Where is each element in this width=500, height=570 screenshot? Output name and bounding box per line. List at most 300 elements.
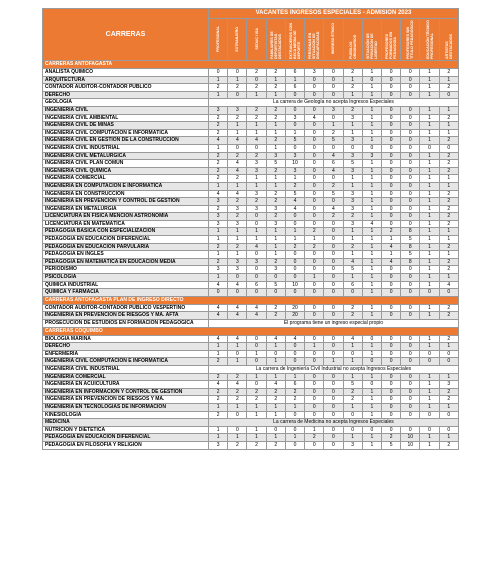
vacancy-count: 10 xyxy=(285,160,304,168)
vacancy-count: 3 xyxy=(343,137,362,145)
vacancy-count: 2 xyxy=(439,312,458,320)
vacancy-count: 0 xyxy=(285,289,304,297)
vacancy-count: 0 xyxy=(401,426,420,434)
admission-table-container xyxy=(42,8,458,450)
table-row xyxy=(43,419,459,427)
vacancy-count: 2 xyxy=(247,84,266,92)
vacancy-count: 0 xyxy=(305,144,324,152)
vacancy-count: 1 xyxy=(362,69,381,77)
vacancy-count: 3 xyxy=(209,198,228,206)
vacancy-count: 2 xyxy=(285,388,304,396)
career-name: INGENIERÍA CIVIL INDUSTRIAL xyxy=(43,144,209,152)
vacancy-count: 2 xyxy=(266,167,285,175)
vacancy-count: 2 xyxy=(439,213,458,221)
row-note: La carrera de Medicina no acepta Ingresos Especiales xyxy=(209,419,459,427)
vacancy-count: 0 xyxy=(266,289,285,297)
table-row xyxy=(43,106,459,114)
vacancy-count: 2 xyxy=(266,441,285,449)
vacancy-count: 0 xyxy=(381,358,400,366)
column-header-label: PROFESORES FORMADOS EN PEDAGOGÍA xyxy=(385,32,398,59)
vacancy-count: 1 xyxy=(209,91,228,99)
vacancy-count: 0 xyxy=(439,91,458,99)
vacancy-count: 0 xyxy=(401,91,420,99)
vacancy-count: 2 xyxy=(247,388,266,396)
vacancy-count: 1 xyxy=(362,258,381,266)
vacancy-count: 1 xyxy=(343,129,362,137)
table-row xyxy=(43,99,459,107)
vacancy-count: 2 xyxy=(439,137,458,145)
vacancy-count: 0 xyxy=(305,205,324,213)
vacancy-count: 0 xyxy=(439,426,458,434)
vacancy-count: 0 xyxy=(381,106,400,114)
vacancy-count: 1 xyxy=(420,281,439,289)
career-name: ENFERMERÍA xyxy=(43,350,209,358)
vacancy-count: 1 xyxy=(439,76,458,84)
vacancy-count: 0 xyxy=(305,388,324,396)
vacancy-count: 0 xyxy=(305,266,324,274)
vacancy-count: 0 xyxy=(324,403,343,411)
vacancy-count: 0 xyxy=(324,411,343,419)
vacancy-count: 0 xyxy=(439,144,458,152)
vacancy-count: 4 xyxy=(305,114,324,122)
vacancy-count: 2 xyxy=(209,122,228,130)
vacancy-count: 0 xyxy=(381,152,400,160)
vacancy-count: 0 xyxy=(420,411,439,419)
vacancy-count: 1 xyxy=(209,236,228,244)
vacancy-count: 4 xyxy=(266,381,285,389)
career-name: INGENIERÍA CIVIL xyxy=(43,106,209,114)
table-row xyxy=(43,396,459,404)
vacancy-count: 2 xyxy=(209,243,228,251)
table-row xyxy=(43,122,459,130)
vacancy-count: 0 xyxy=(381,220,400,228)
vacancy-count: 2 xyxy=(305,228,324,236)
vacancy-count: 1 xyxy=(266,129,285,137)
vacancy-count: 2 xyxy=(439,84,458,92)
vacancy-count: 0 xyxy=(324,434,343,442)
vacancy-count: 1 xyxy=(362,304,381,312)
column-header xyxy=(247,19,266,61)
vacancy-count: 0 xyxy=(420,350,439,358)
table-row xyxy=(43,381,459,389)
vacancy-count: 0 xyxy=(381,76,400,84)
vacancy-count: 1 xyxy=(420,373,439,381)
vacancy-count: 1 xyxy=(362,182,381,190)
career-name: INGENIERÍA CIVIL AMBIENTAL xyxy=(43,114,209,122)
vacancy-count: 1 xyxy=(324,122,343,130)
table-row xyxy=(43,137,459,145)
vacancy-count: 0 xyxy=(381,205,400,213)
career-name: PEDAGOGÍA EN INGLÉS xyxy=(43,251,209,259)
vacancy-count: 1 xyxy=(420,343,439,351)
column-header xyxy=(401,19,420,61)
vacancy-count: 8 xyxy=(401,228,420,236)
vacancy-count: 2 xyxy=(247,114,266,122)
vacancy-count: 0 xyxy=(381,388,400,396)
vacancy-count: 1 xyxy=(439,236,458,244)
vacancy-count: 0 xyxy=(324,198,343,206)
vacancy-count: 1 xyxy=(343,91,362,99)
vacancy-count: 0 xyxy=(362,426,381,434)
column-header-label: EXTRANJEROS CON BECA MEDIA DE DEPORTE xyxy=(288,23,301,59)
table-row xyxy=(43,441,459,449)
vacancy-count: 5 xyxy=(343,160,362,168)
vacancy-count: 0 xyxy=(381,289,400,297)
vacancy-count: 0 xyxy=(247,274,266,282)
vacancy-count: 0 xyxy=(285,343,304,351)
vacancy-count: 2 xyxy=(209,258,228,266)
vacancy-count: 0 xyxy=(285,274,304,282)
vacancy-count: 1 xyxy=(343,358,362,366)
vacancy-count: 2 xyxy=(209,160,228,168)
table-row xyxy=(43,167,459,175)
career-name: ARQUITECTURA xyxy=(43,76,209,84)
vacancy-count: 2 xyxy=(439,243,458,251)
column-header xyxy=(381,19,400,61)
vacancy-count: 1 xyxy=(362,213,381,221)
vacancy-count: 0 xyxy=(305,304,324,312)
table-row xyxy=(43,144,459,152)
vacancy-count: 2 xyxy=(266,213,285,221)
vacancy-count: 0 xyxy=(324,350,343,358)
vacancy-count: 4 xyxy=(343,258,362,266)
vacancy-count: 0 xyxy=(401,335,420,343)
vacancy-count: 0 xyxy=(305,167,324,175)
vacancy-count: 0 xyxy=(266,350,285,358)
career-name: INGENIERÍA EN TECNOLOGÍAS DE INFORMACIÓN xyxy=(43,403,209,411)
vacancy-count: 0 xyxy=(381,403,400,411)
column-header xyxy=(228,19,247,61)
vacancy-count: 1 xyxy=(247,350,266,358)
vacancy-count: 3 xyxy=(439,381,458,389)
vacancy-count: 1 xyxy=(420,258,439,266)
vacancy-count: 6 xyxy=(247,281,266,289)
vacancy-count: 4 xyxy=(324,152,343,160)
vacancy-count: 2 xyxy=(439,258,458,266)
vacancy-count: 0 xyxy=(324,388,343,396)
vacancy-count: 4 xyxy=(209,381,228,389)
vacancy-count: 1 xyxy=(266,373,285,381)
column-header-label: EXTRANJERO xyxy=(235,26,240,52)
vacancy-count: 1 xyxy=(285,403,304,411)
vacancy-count: 1 xyxy=(362,388,381,396)
vacancy-count: 3 xyxy=(343,198,362,206)
career-name: BIOLOGÍA MARINA xyxy=(43,335,209,343)
vacancy-count: 0 xyxy=(305,152,324,160)
vacancy-count: 1 xyxy=(362,266,381,274)
vacancy-count: 2 xyxy=(439,266,458,274)
vacancy-count: 0 xyxy=(305,182,324,190)
career-name: PROSECUCIÓN DE ESTUDIOS EN FORMACIÓN PEDAGÓGICA xyxy=(43,320,209,328)
vacancy-count: 5 xyxy=(343,381,362,389)
vacancy-count: 0 xyxy=(324,228,343,236)
column-header xyxy=(439,19,458,61)
vacancy-count: 2 xyxy=(439,205,458,213)
vacancy-count: 1 xyxy=(420,91,439,99)
row-note: La carrera de Ingeniería Civil Industrial no acepta Ingresos Especiales xyxy=(209,365,459,373)
vacancy-count: 0 xyxy=(439,289,458,297)
vacancy-count: 1 xyxy=(420,434,439,442)
vacancy-count: 0 xyxy=(401,403,420,411)
vacancy-count: 2 xyxy=(266,137,285,145)
table-row xyxy=(43,289,459,297)
vacancy-count: 1 xyxy=(362,243,381,251)
vacancy-count: 0 xyxy=(381,91,400,99)
vacancy-count: 20 xyxy=(285,304,304,312)
vacancy-count: 2 xyxy=(247,396,266,404)
vacancy-count: 4 xyxy=(209,281,228,289)
vacancy-count: 0 xyxy=(324,312,343,320)
vacancy-count: 1 xyxy=(420,205,439,213)
career-name: PEDAGOGÍA EN EDUCACIÓN PARVULARIA xyxy=(43,243,209,251)
vacancy-count: 0 xyxy=(381,426,400,434)
vacancy-count: 4 xyxy=(209,304,228,312)
vacancy-count: 2 xyxy=(266,114,285,122)
vacancy-count: 0 xyxy=(362,335,381,343)
vacancy-count: 2 xyxy=(285,396,304,404)
vacancy-count: 0 xyxy=(439,350,458,358)
vacancy-count: 1 xyxy=(343,403,362,411)
vacancy-count: 3 xyxy=(343,152,362,160)
vacancy-count: 1 xyxy=(420,152,439,160)
vacancy-count: 1 xyxy=(362,312,381,320)
vacancy-count: 2 xyxy=(266,304,285,312)
vacancy-count: 10 xyxy=(401,434,420,442)
vacancy-count: 0 xyxy=(381,411,400,419)
vacancy-count: 2 xyxy=(209,396,228,404)
career-name: INGENIERÍA CIVIL COMPUTACIÓN E INFORMÁTICA xyxy=(43,129,209,137)
vacancy-count: 8 xyxy=(401,243,420,251)
column-header xyxy=(305,19,324,61)
vacancy-count: 4 xyxy=(381,258,400,266)
vacancy-count: 0 xyxy=(228,350,247,358)
career-name: INGENIERÍA CIVIL METALÚRGICA xyxy=(43,152,209,160)
vacancy-count: 1 xyxy=(362,403,381,411)
table-row xyxy=(43,373,459,381)
vacancy-count: 0 xyxy=(381,381,400,389)
vacancy-count: 2 xyxy=(247,106,266,114)
vacancy-count: 2 xyxy=(439,335,458,343)
table-row xyxy=(43,434,459,442)
career-name: INGENIERÍA EN PREVENCIÓN DE RIESGOS Y MA. xyxy=(43,396,209,404)
vacancy-count: 0 xyxy=(324,76,343,84)
vacancy-count: 2 xyxy=(343,388,362,396)
vacancy-count: 2 xyxy=(381,228,400,236)
vacancy-count: 2 xyxy=(209,205,228,213)
vacancy-count: 0 xyxy=(285,122,304,130)
vacancy-count: 1 xyxy=(362,373,381,381)
vacancy-count: 1 xyxy=(209,182,228,190)
vacancy-count: 1 xyxy=(343,122,362,130)
vacancy-count: 0 xyxy=(401,160,420,168)
vacancy-count: 0 xyxy=(401,396,420,404)
vacancy-count: 0 xyxy=(362,358,381,366)
vacancy-count: 0 xyxy=(401,190,420,198)
vacancy-count: 0 xyxy=(401,106,420,114)
vacancy-count: 4 xyxy=(228,312,247,320)
vacancy-count: 0 xyxy=(305,312,324,320)
vacancy-count: 0 xyxy=(285,258,304,266)
vacancy-count: 2 xyxy=(439,69,458,77)
vacancy-count: 0 xyxy=(324,335,343,343)
vacancy-count: 0 xyxy=(381,266,400,274)
vacancy-count: 1 xyxy=(362,236,381,244)
vacancy-count: 0 xyxy=(381,144,400,152)
vacancy-count: 0 xyxy=(343,411,362,419)
vacancy-count: 1 xyxy=(439,106,458,114)
vacancy-count: 2 xyxy=(439,304,458,312)
vacancy-count: 0 xyxy=(247,213,266,221)
vacancy-count: 10 xyxy=(285,281,304,289)
vacancy-count: 1 xyxy=(266,236,285,244)
vacancy-count: 1 xyxy=(247,373,266,381)
vacancy-count: 2 xyxy=(228,198,247,206)
vacancy-count: 1 xyxy=(420,198,439,206)
vacancy-count: 1 xyxy=(209,274,228,282)
career-name: MEDICINA xyxy=(43,419,209,427)
vacancy-count: 2 xyxy=(439,167,458,175)
vacancy-count: 1 xyxy=(266,403,285,411)
vacancy-count: 5 xyxy=(266,160,285,168)
career-name: INGENIERÍA CIVIL PLAN COMÚN xyxy=(43,160,209,168)
vacancy-count: 1 xyxy=(439,175,458,183)
vacancy-count: 0 xyxy=(381,182,400,190)
column-header xyxy=(209,19,228,61)
vacancy-count: 0 xyxy=(305,441,324,449)
vacancy-count: 1 xyxy=(209,343,228,351)
vacancy-count: 3 xyxy=(324,106,343,114)
vacancies-table xyxy=(42,8,459,450)
vacancy-count: 3 xyxy=(228,106,247,114)
vacancy-count: 5 xyxy=(401,236,420,244)
vacancy-count: 0 xyxy=(362,144,381,152)
vacancy-count: 0 xyxy=(324,266,343,274)
table-row xyxy=(43,343,459,351)
vacancy-count: 2 xyxy=(285,182,304,190)
carreras-header: CARRERAS xyxy=(43,9,209,61)
vacancy-count: 2 xyxy=(228,114,247,122)
vacancy-count: 2 xyxy=(209,358,228,366)
vacancy-count: 1 xyxy=(439,343,458,351)
vacancy-count: 4 xyxy=(439,281,458,289)
career-name: QUÍMICA INDUSTRIAL xyxy=(43,281,209,289)
vacancy-count: 0 xyxy=(381,114,400,122)
vacancy-count: 0 xyxy=(305,84,324,92)
vacancy-count: 1 xyxy=(247,236,266,244)
vacancy-count: 1 xyxy=(420,441,439,449)
vacancy-count: 0 xyxy=(305,335,324,343)
vacancy-count: 0 xyxy=(285,441,304,449)
vacancy-count: 1 xyxy=(285,236,304,244)
vacancy-count: 1 xyxy=(362,411,381,419)
vacancy-count: 1 xyxy=(228,129,247,137)
row-note: El programa tiene un ingreso especial propio xyxy=(209,320,459,328)
vacancy-count: 2 xyxy=(247,441,266,449)
column-header-label: SEDUC / ISA xyxy=(254,28,259,50)
career-name: INGENIERÍA CIVIL COMPUTACIÓN E INFORMÁTICA xyxy=(43,358,209,366)
vacancy-count: 1 xyxy=(285,175,304,183)
vacancy-count: 6 xyxy=(285,69,304,77)
vacancy-count: 0 xyxy=(305,213,324,221)
table-row xyxy=(43,365,459,373)
vacancy-count: 0 xyxy=(420,426,439,434)
vacancy-count: 0 xyxy=(401,350,420,358)
vacancy-count: 2 xyxy=(324,213,343,221)
vacancy-count: 1 xyxy=(343,434,362,442)
table-row xyxy=(43,258,459,266)
vacancy-count: 1 xyxy=(343,76,362,84)
vacancy-count: 5 xyxy=(401,251,420,259)
vacancy-count: 1 xyxy=(381,236,400,244)
vacancy-count: 3 xyxy=(343,190,362,198)
vacancy-count: 1 xyxy=(305,426,324,434)
career-name: NUTRICIÓN Y DIETÉTICA xyxy=(43,426,209,434)
vacancy-count: 2 xyxy=(228,388,247,396)
vacancy-count: 2 xyxy=(266,190,285,198)
vacancy-count: 2 xyxy=(228,396,247,404)
section-header-row xyxy=(43,296,459,304)
vacancy-count: 4 xyxy=(381,243,400,251)
vacancy-count: 1 xyxy=(362,198,381,206)
vacancy-count: 1 xyxy=(420,381,439,389)
vacancy-count: 0 xyxy=(381,373,400,381)
vacancy-count: 1 xyxy=(362,228,381,236)
vacancy-count: 2 xyxy=(439,220,458,228)
vacancy-count: 2 xyxy=(439,396,458,404)
vacancy-count: 0 xyxy=(401,343,420,351)
vacancy-count: 0 xyxy=(247,335,266,343)
vacancy-count: 0 xyxy=(285,106,304,114)
vacancy-count: 0 xyxy=(381,137,400,145)
vacancy-count: 1 xyxy=(420,335,439,343)
vacancy-count: 1 xyxy=(420,312,439,320)
vacancy-count: 0 xyxy=(401,289,420,297)
vacancy-count: 1 xyxy=(285,76,304,84)
table-row xyxy=(43,358,459,366)
vacancy-count: 3 xyxy=(285,114,304,122)
vacancy-count: 1 xyxy=(420,228,439,236)
vacancy-count: 1 xyxy=(362,190,381,198)
vacancy-count: 0 xyxy=(247,220,266,228)
vacancy-count: 0 xyxy=(228,426,247,434)
vacancy-count: 0 xyxy=(209,69,228,77)
vacancy-count: 0 xyxy=(324,396,343,404)
table-row xyxy=(43,304,459,312)
vacancy-count: 1 xyxy=(420,122,439,130)
career-name: INGENIERÍA COMERCIAL xyxy=(43,373,209,381)
vacancy-count: 1 xyxy=(209,76,228,84)
vacancy-count: 0 xyxy=(324,274,343,282)
vacancy-count: 1 xyxy=(362,274,381,282)
vacancy-count: 1 xyxy=(343,343,362,351)
vacancy-count: 0 xyxy=(343,350,362,358)
vacancy-count: 3 xyxy=(266,220,285,228)
vacancy-count: 2 xyxy=(209,84,228,92)
vacancy-count: 2 xyxy=(343,213,362,221)
vacancy-count: 2 xyxy=(305,243,324,251)
vacancy-count: 0 xyxy=(381,281,400,289)
table-row xyxy=(43,411,459,419)
vacancy-count: 0 xyxy=(266,274,285,282)
vacancy-count: 2 xyxy=(266,198,285,206)
vacantes-header: VACANTES INGRESOS ESPECIALES - ADMISIÓN 2023 xyxy=(209,9,459,19)
vacancy-count: 2 xyxy=(439,441,458,449)
career-name: CONTADOR AUDITOR-CONTADOR PÚBLICO VESPERTINO xyxy=(43,304,209,312)
vacancy-count: 4 xyxy=(247,137,266,145)
vacancy-count: 1 xyxy=(305,343,324,351)
vacancy-count: 0 xyxy=(228,69,247,77)
table-row xyxy=(43,350,459,358)
